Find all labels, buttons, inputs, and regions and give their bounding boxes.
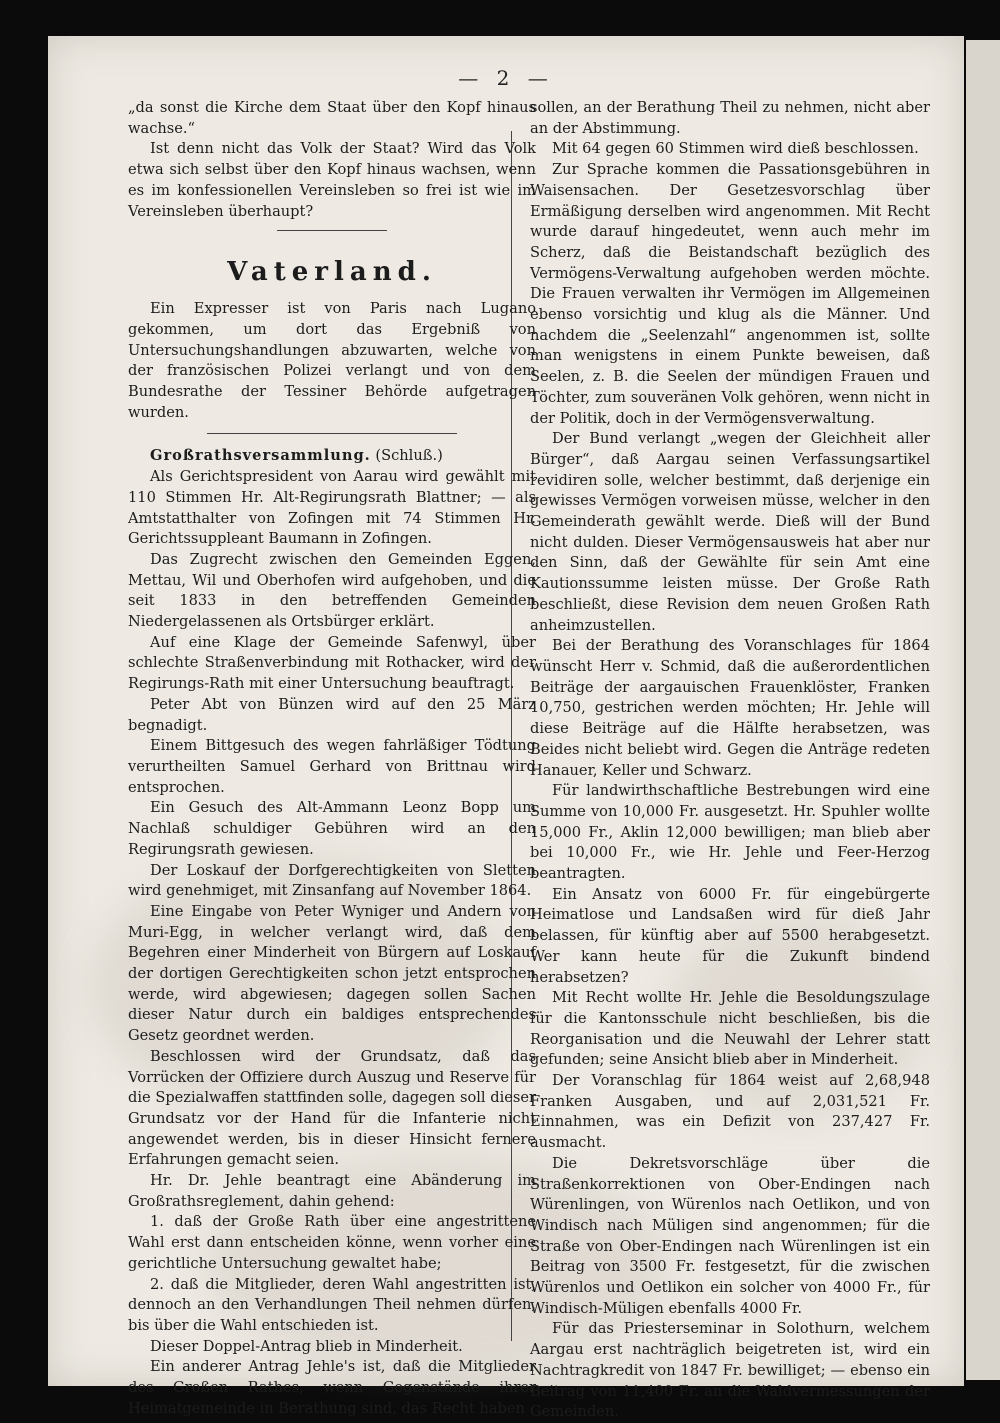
next-page-edge <box>966 40 1000 1380</box>
page-number: — 2 — <box>458 66 554 90</box>
paragraph: Als Gerichtspresident von Aarau wird gewählt mit 110 Stimmen Hr. Alt-Regirungsrath Blattner; — als Amtstatthalter von Zofingen mit 74 Stimmen Hr. Gerichtssuppleant Baumann in Zofingen. <box>128 468 536 548</box>
left-column <box>128 98 536 1419</box>
paragraph: Der Voranschlag für 1864 weist auf 2,68,948 Franken Ausgaben, und auf 2,031,521 Fr. Einnahmen, was ein Defizit von 237,427 Fr. ausmacht. <box>530 1072 930 1152</box>
list-item: 2. daß die Mitglieder, deren Wahl angestritten ist, dennoch an den Verhandlungen Theil nehmen dürfen, bis über die Wahl entschieden ist. <box>128 1275 536 1334</box>
section-title: Vaterland. <box>227 257 437 288</box>
right-column <box>530 98 930 1423</box>
subsection-note: (Schluß.) <box>375 447 443 465</box>
paragraph: Mit Recht wollte Hr. Jehle die Besoldungszulage für die Kantonsschule nicht beschließen, bis die Reorganisation und die Neuwahl der Lehrer statt gefunden; seine Ansicht blieb aber in Minderheit. <box>530 989 930 1069</box>
paragraph: Dieser Doppel-Antrag blieb in Minderheit. <box>150 1337 463 1355</box>
paragraph: sollen, an der Berathung Theil zu nehmen, nicht aber an der Abstimmung. <box>530 99 930 137</box>
section-rule <box>207 433 457 434</box>
paragraph: Peter Abt von Bünzen wird auf den 25 März begnadigt. <box>128 695 536 734</box>
paragraph: „da sonst die Kirche dem Staat über den Kopf hinaus wachse.“ <box>128 99 536 137</box>
paragraph: Das Zugrecht zwischen den Gemeinden Eggen, Mettau, Wil und Oberhofen wird aufgehoben, und die seit 1833 in den betreffenden Gemeinden Niedergelassenen als Ortsbürger erklärt. <box>128 550 536 631</box>
paragraph: Hr. Dr. Jehle beantragt eine Abänderung im Großrathsreglement, dahin gehend: <box>128 1172 536 1210</box>
newspaper-page <box>48 36 964 1421</box>
paragraph: Eine Eingabe von Peter Wyniger und Andern von Muri-Egg, in welcher verlangt wird, daß dem Begehren einer Minderheit von Bürgern auf Loskauf der dortigen Gerechtigkeiten schon jetzt entsprochen werde, wird abgewiesen; dagegen sollen Sachen dieser Natur durch ein baldiges entsprechendes Gesetz geordnet werden. <box>128 902 536 1045</box>
paragraph: Zur Sprache kommen die Passationsgebühren in Waisensachen. Der Gesetzesvorschlag über Ermäßigung derselben wird angenommen. Mit Recht wurde darauf hingedeutet, wenn auch mehr im Scherz, daß die Beistandschaft bezüglich des Vermögens-Verwaltung aufgehoben werden möchte. Die Frauen verwalten ihr Vermögen im Allgemeinen ebenso vorsichtig und klug als die Männer. Und nachdem die „Seelenzahl“ angenommen ist, sollte man wenigstens in einem Punkte beweisen, daß Seelen, z. B. die Seelen der mündigen Frauen und Töchter, zum souveränen Volk gehören, wenn nicht in der Politik, doch in der Vermögensverwaltung. <box>530 161 930 427</box>
list-item: 1. daß der Große Rath über eine angestrittene Wahl erst dann entscheiden könne, wenn vorher eine gerichtliche Untersuchung gewaltet habe; <box>128 1213 536 1272</box>
paragraph: Die Dekretsvorschläge über die Straßenkorrektionen von Ober-Endingen nach Würenlingen, von Würenlos nach Oetlikon, und von Windisch nach Müligen sind angenommen; für die Straße von Ober-Endingen nach Würenlingen ist ein Beitrag von 3500 Fr. festgesetzt, für die zwischen Würenlos und Oetlikon ein solcher von 4000 Fr., für Windisch-Müligen ebenfalls 4000 Fr. <box>530 1154 930 1317</box>
paragraph: Ein Gesuch des Alt-Ammann Leonz Bopp um Nachlaß schuldiger Gebühren wird an den Regirungsrath gewiesen. <box>128 799 536 858</box>
paragraph: Für landwirthschaftliche Bestrebungen wird eine Summe von 10,000 Fr. ausgesetzt. Hr. Spuhler wollte 15,000 Fr., Aklin 12,000 bewilligen; man blieb aber bei 10,000 Fr., wie Hr. Jehle und Feer-Herzog beantragten. <box>530 782 930 883</box>
paragraph: Auf eine Klage der Gemeinde Safenwyl, über schlechte Straßenverbindung mit Rothacker, wird der Regirungs-Rath mit einer Untersuchung beauftragt. <box>128 633 536 693</box>
paragraph: Ein anderer Antrag Jehle's ist, daß die Mitglieder des Großen Rathes, wenn Gegenstände ihrer Heimatgemeinde in Berathung sind, das Recht haben <box>128 1358 536 1417</box>
paragraph: Für das Priesterseminar in Solothurn, welchem Aargau erst nachträglich beigetreten ist, wird ein Nachtragkredit von 1847 Fr. bewilliget; — ebenso ein Beitrag von 11,400 Fr. an die Waldvermessungen der Gemeinden. <box>530 1320 930 1421</box>
paragraph: Ist denn nicht das Volk der Staat? Wird das Volk etwa sich selbst über den Kopf hinaus wachsen, wenn es im konfessionellen Vereinsleben so frei ist wie im Vereinsleben überhaupt? <box>128 140 536 220</box>
subsection-title: Großrathsversammlung. <box>150 447 371 465</box>
paragraph: Ein Ansatz von 6000 Fr. für eingebürgerte Heimatlose und Landsaßen wird für dieß Jahr belassen, für künftig aber auf 5500 herabgesetzt. Wer kann heute für die Zukunft bindend herabsetzen? <box>530 885 930 986</box>
subsection-heading <box>128 446 536 467</box>
paragraph: Der Bund verlangt „wegen der Gleichheit aller Bürger“, daß Aargau seinen Verfassungsartikel revidiren solle, welcher bestimmt, daß derjenige ein gewisses Vermögen vorweisen müsse, welcher in den Gemeinderath gewählt werde. Dieß will der Bund nicht dulden. Dieser Vermögensausweis hat aber nur den Sinn, daß der Gewählte für sein Amt eine Kautionssumme leisten müsse. Der Große Rath beschließt, diese Revision dem neuen Großen Rath anheimzustellen. <box>530 430 930 634</box>
paragraph: Der Loskauf der Dorfgerechtigkeiten von Sletten wird genehmiget, mit Zinsanfang auf November 1864. <box>128 861 536 900</box>
page-header <box>48 66 964 90</box>
paragraph: Ein Expresser ist von Paris nach Lugano gekommen, um dort das Ergebniß von Untersuchungshandlungen abzuwarten, welche von der französischen Polizei verlangt und von dem Bundesrathe der Tessiner Behörde aufgetragen wurden. <box>128 300 536 421</box>
section-rule <box>277 230 387 231</box>
paragraph: Mit 64 gegen 60 Stimmen wird dieß beschlossen. <box>552 140 919 158</box>
paragraph: Einem Bittgesuch des wegen fahrläßiger Tödtung verurtheilten Samuel Gerhard von Brittnau wird entsprochen. <box>128 737 536 796</box>
paragraph: Beschlossen wird der Grundsatz, daß das Vorrücken der Offiziere durch Auszug und Reserve für die Spezialwaffen stattfinden solle, dagegen soll dieser Grundsatz vor der Hand für die Infanterie nicht angewendet werden, bis in dieser Hinsicht fernere Erfahrungen gemacht seien. <box>128 1047 536 1169</box>
paragraph: Bei der Berathung des Voranschlages für 1864 wünscht Herr v. Schmid, daß die außerordentlichen Beiträge der aargauischen Frauenklöster, Franken 10,750, gestrichen werden möchten; Hr. Jehle will diese Beiträge auf die Hälfte herabsetzen, was Beides nicht beliebt wird. Gegen die Anträge redeten Hanauer, Keller und Schwarz. <box>530 637 930 779</box>
